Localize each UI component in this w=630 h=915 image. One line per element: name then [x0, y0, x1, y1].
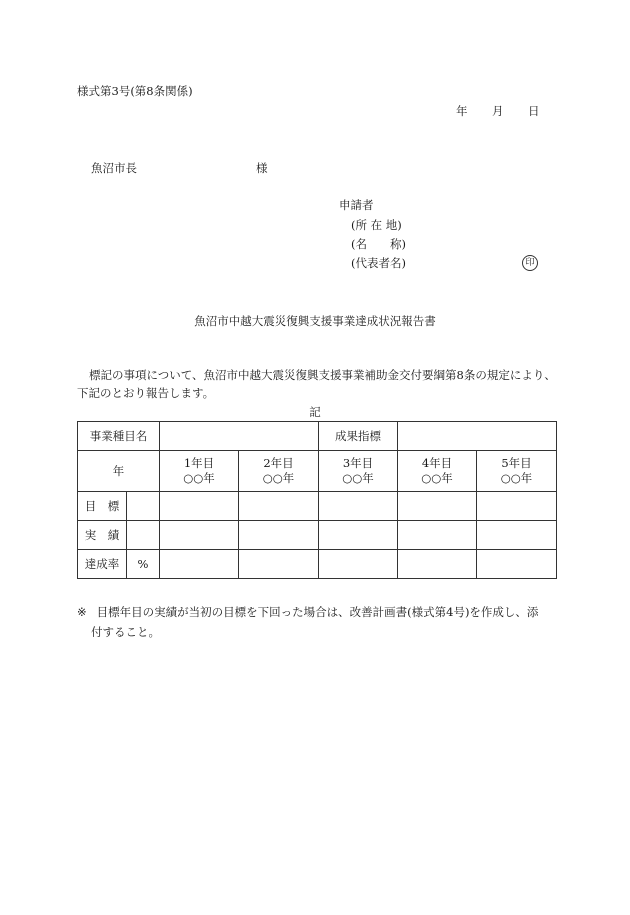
actual-cell-2[interactable] [239, 521, 319, 550]
applicant-name-label: (名 称) [351, 237, 406, 251]
date-day-label: 日 [528, 104, 540, 118]
document-title: 魚沼市中越大震災復興支援事業達成状況報告書 [194, 314, 436, 328]
year-header-2 [239, 451, 319, 492]
note-line-1: 目標年目の実績が当初の目標を下回った場合は、改善計画書(様式第4号)を作成し、添 [96, 605, 539, 619]
project-name-cell[interactable] [160, 422, 319, 451]
year-header-4 [398, 451, 477, 492]
date-month-label: 月 [492, 104, 504, 118]
applicant-representative-label: (代表者名) [351, 256, 406, 270]
target-cell-5[interactable] [477, 492, 557, 521]
report-table [77, 421, 557, 579]
actual-cell-1[interactable] [160, 521, 239, 550]
target-cell-3[interactable] [319, 492, 398, 521]
target-cell-2[interactable] [239, 492, 319, 521]
percent-unit: % [127, 550, 160, 579]
actual-cell-5[interactable] [477, 521, 557, 550]
indicator-cell[interactable] [398, 422, 557, 451]
year-value-3: ○○年 [342, 471, 374, 485]
date-year-label: 年 [456, 104, 468, 118]
footnote [77, 602, 562, 642]
year-label-1: 1年目 [183, 456, 215, 470]
target-cell-4[interactable] [398, 492, 477, 521]
rate-cell-2[interactable] [239, 550, 319, 579]
actual-cell-3[interactable] [319, 521, 398, 550]
project-name-label: 事業種目名 [78, 422, 160, 451]
rate-cell-4[interactable] [398, 550, 477, 579]
indicator-label: 成果指標 [319, 422, 398, 451]
addressee-name: 魚沼市長 [91, 161, 137, 175]
year-value-4: ○○年 [421, 471, 453, 485]
note-mark: ※ [77, 605, 87, 619]
applicant-address-label: (所 在 地) [351, 218, 402, 232]
year-label-5: 5年目 [501, 456, 532, 470]
target-cell-1[interactable] [160, 492, 239, 521]
target-unit-cell[interactable] [127, 492, 160, 521]
rate-cell-1[interactable] [160, 550, 239, 579]
year-label: 年 [78, 451, 160, 492]
target-label: 目 標 [78, 492, 127, 521]
applicant-heading: 申請者 [339, 198, 374, 212]
actual-unit-cell[interactable] [127, 521, 160, 550]
year-label-3: 3年目 [342, 456, 374, 470]
addressee-honorific: 様 [256, 161, 268, 175]
actual-label: 実 績 [78, 521, 127, 550]
form-number: 様式第3号(第8条関係) [77, 84, 193, 98]
body-paragraph: 標記の事項について、魚沼市中越大震災復興支援事業補助金交付要綱第8条の規定により、下記のとおり報告します。 [77, 368, 556, 400]
year-value-5: ○○年 [500, 471, 533, 485]
rate-cell-5[interactable] [477, 550, 557, 579]
year-header-5 [477, 451, 557, 492]
year-header-3 [319, 451, 398, 492]
year-value-1: ○○年 [183, 471, 215, 485]
year-label-2: 2年目 [263, 456, 294, 470]
ki-heading: 記 [309, 405, 321, 419]
actual-cell-4[interactable] [398, 521, 477, 550]
rate-cell-3[interactable] [319, 550, 398, 579]
rate-label: 達成率 [78, 550, 127, 579]
seal-mark: 印 [522, 255, 538, 271]
year-label-4: 4年目 [421, 456, 453, 470]
year-value-2: ○○年 [262, 471, 295, 485]
note-line-2: 付すること。 [91, 625, 160, 639]
year-header-1 [160, 451, 239, 492]
